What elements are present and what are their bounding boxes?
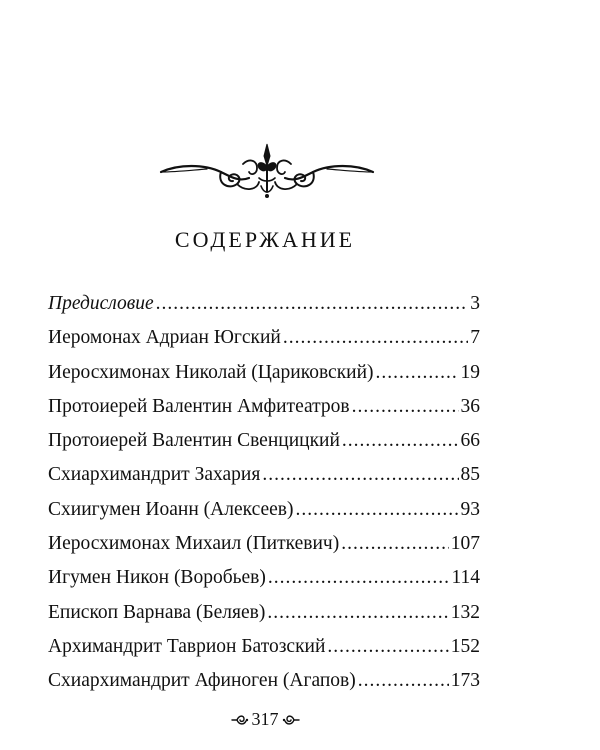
toc-entry[interactable]	[48, 602, 480, 636]
toc-entry[interactable]	[48, 362, 480, 396]
toc-entry-title: Схиархимандрит Захария	[48, 464, 261, 486]
dot-leader	[376, 362, 459, 384]
toc-entry[interactable]	[48, 499, 480, 533]
dot-leader	[352, 396, 459, 418]
toc-entry-title: Епископ Варнава (Беляев)	[48, 601, 266, 623]
toc-entry-page: 132	[450, 601, 480, 623]
dot-leader	[341, 533, 449, 555]
page-title: СОДЕРЖАНИЕ	[174, 227, 356, 252]
toc-entry-title: Схиигумен Иоанн (Алексеев)	[48, 498, 294, 520]
small-flourish-icon	[282, 713, 300, 727]
page-footer	[0, 708, 530, 730]
toc-entry[interactable]	[48, 567, 480, 601]
toc-entry-page: 36	[460, 395, 480, 417]
toc-entry-page: 107	[450, 533, 480, 555]
dot-leader	[327, 636, 448, 658]
table-of-contents	[48, 293, 480, 705]
toc-entry-page: 93	[460, 498, 480, 520]
toc-entry-page: 173	[450, 670, 480, 692]
toc-entry[interactable]	[48, 430, 480, 464]
toc-entry-page: 3	[470, 293, 480, 314]
toc-entry-title: Схиархимандрит Афиноген (Агапов)	[48, 670, 356, 692]
toc-entry-title: Иеросхимонах Николай (Цариковский)	[48, 361, 374, 383]
toc-entry-title: Протоиерей Валентин Амфитеатров	[48, 395, 350, 417]
dot-leader	[262, 464, 458, 486]
toc-entry-title: Архимандрит Таврион Батозский	[48, 635, 326, 657]
toc-entry[interactable]	[48, 327, 480, 361]
toc-entry-page: 7	[470, 327, 480, 349]
toc-entry[interactable]	[48, 636, 480, 670]
toc-entry-title: Предисловие	[48, 293, 154, 314]
dot-leader	[283, 327, 468, 349]
toc-entry-title: Иеросхимонах Михаил (Питкевич)	[48, 533, 340, 555]
dot-leader	[267, 602, 448, 624]
dot-leader	[358, 670, 449, 692]
toc-entry-page: 114	[451, 567, 480, 589]
toc-entry[interactable]	[48, 464, 480, 498]
toc-entry-page: 66	[460, 430, 480, 452]
ornamental-flourish-icon	[159, 142, 375, 200]
toc-entry-page: 85	[460, 464, 480, 486]
toc-entry-page: 19	[460, 361, 480, 383]
page-number: 317	[251, 709, 279, 730]
dot-leader	[342, 430, 459, 452]
dot-leader	[296, 499, 459, 521]
toc-entry[interactable]	[48, 293, 480, 327]
toc-entry-page: 152	[450, 635, 480, 657]
toc-entry-title: Иеромонах Адриан Югский	[48, 327, 281, 349]
dot-leader	[156, 293, 469, 315]
toc-entry-title: Протоиерей Валентин Свенцицкий	[48, 430, 340, 452]
dot-leader	[268, 567, 450, 589]
toc-entry[interactable]	[48, 396, 480, 430]
toc-entry[interactable]	[48, 670, 480, 704]
small-flourish-icon	[231, 713, 249, 727]
toc-entry[interactable]	[48, 533, 480, 567]
toc-entry-title: Игумен Никон (Воробьев)	[48, 567, 266, 589]
